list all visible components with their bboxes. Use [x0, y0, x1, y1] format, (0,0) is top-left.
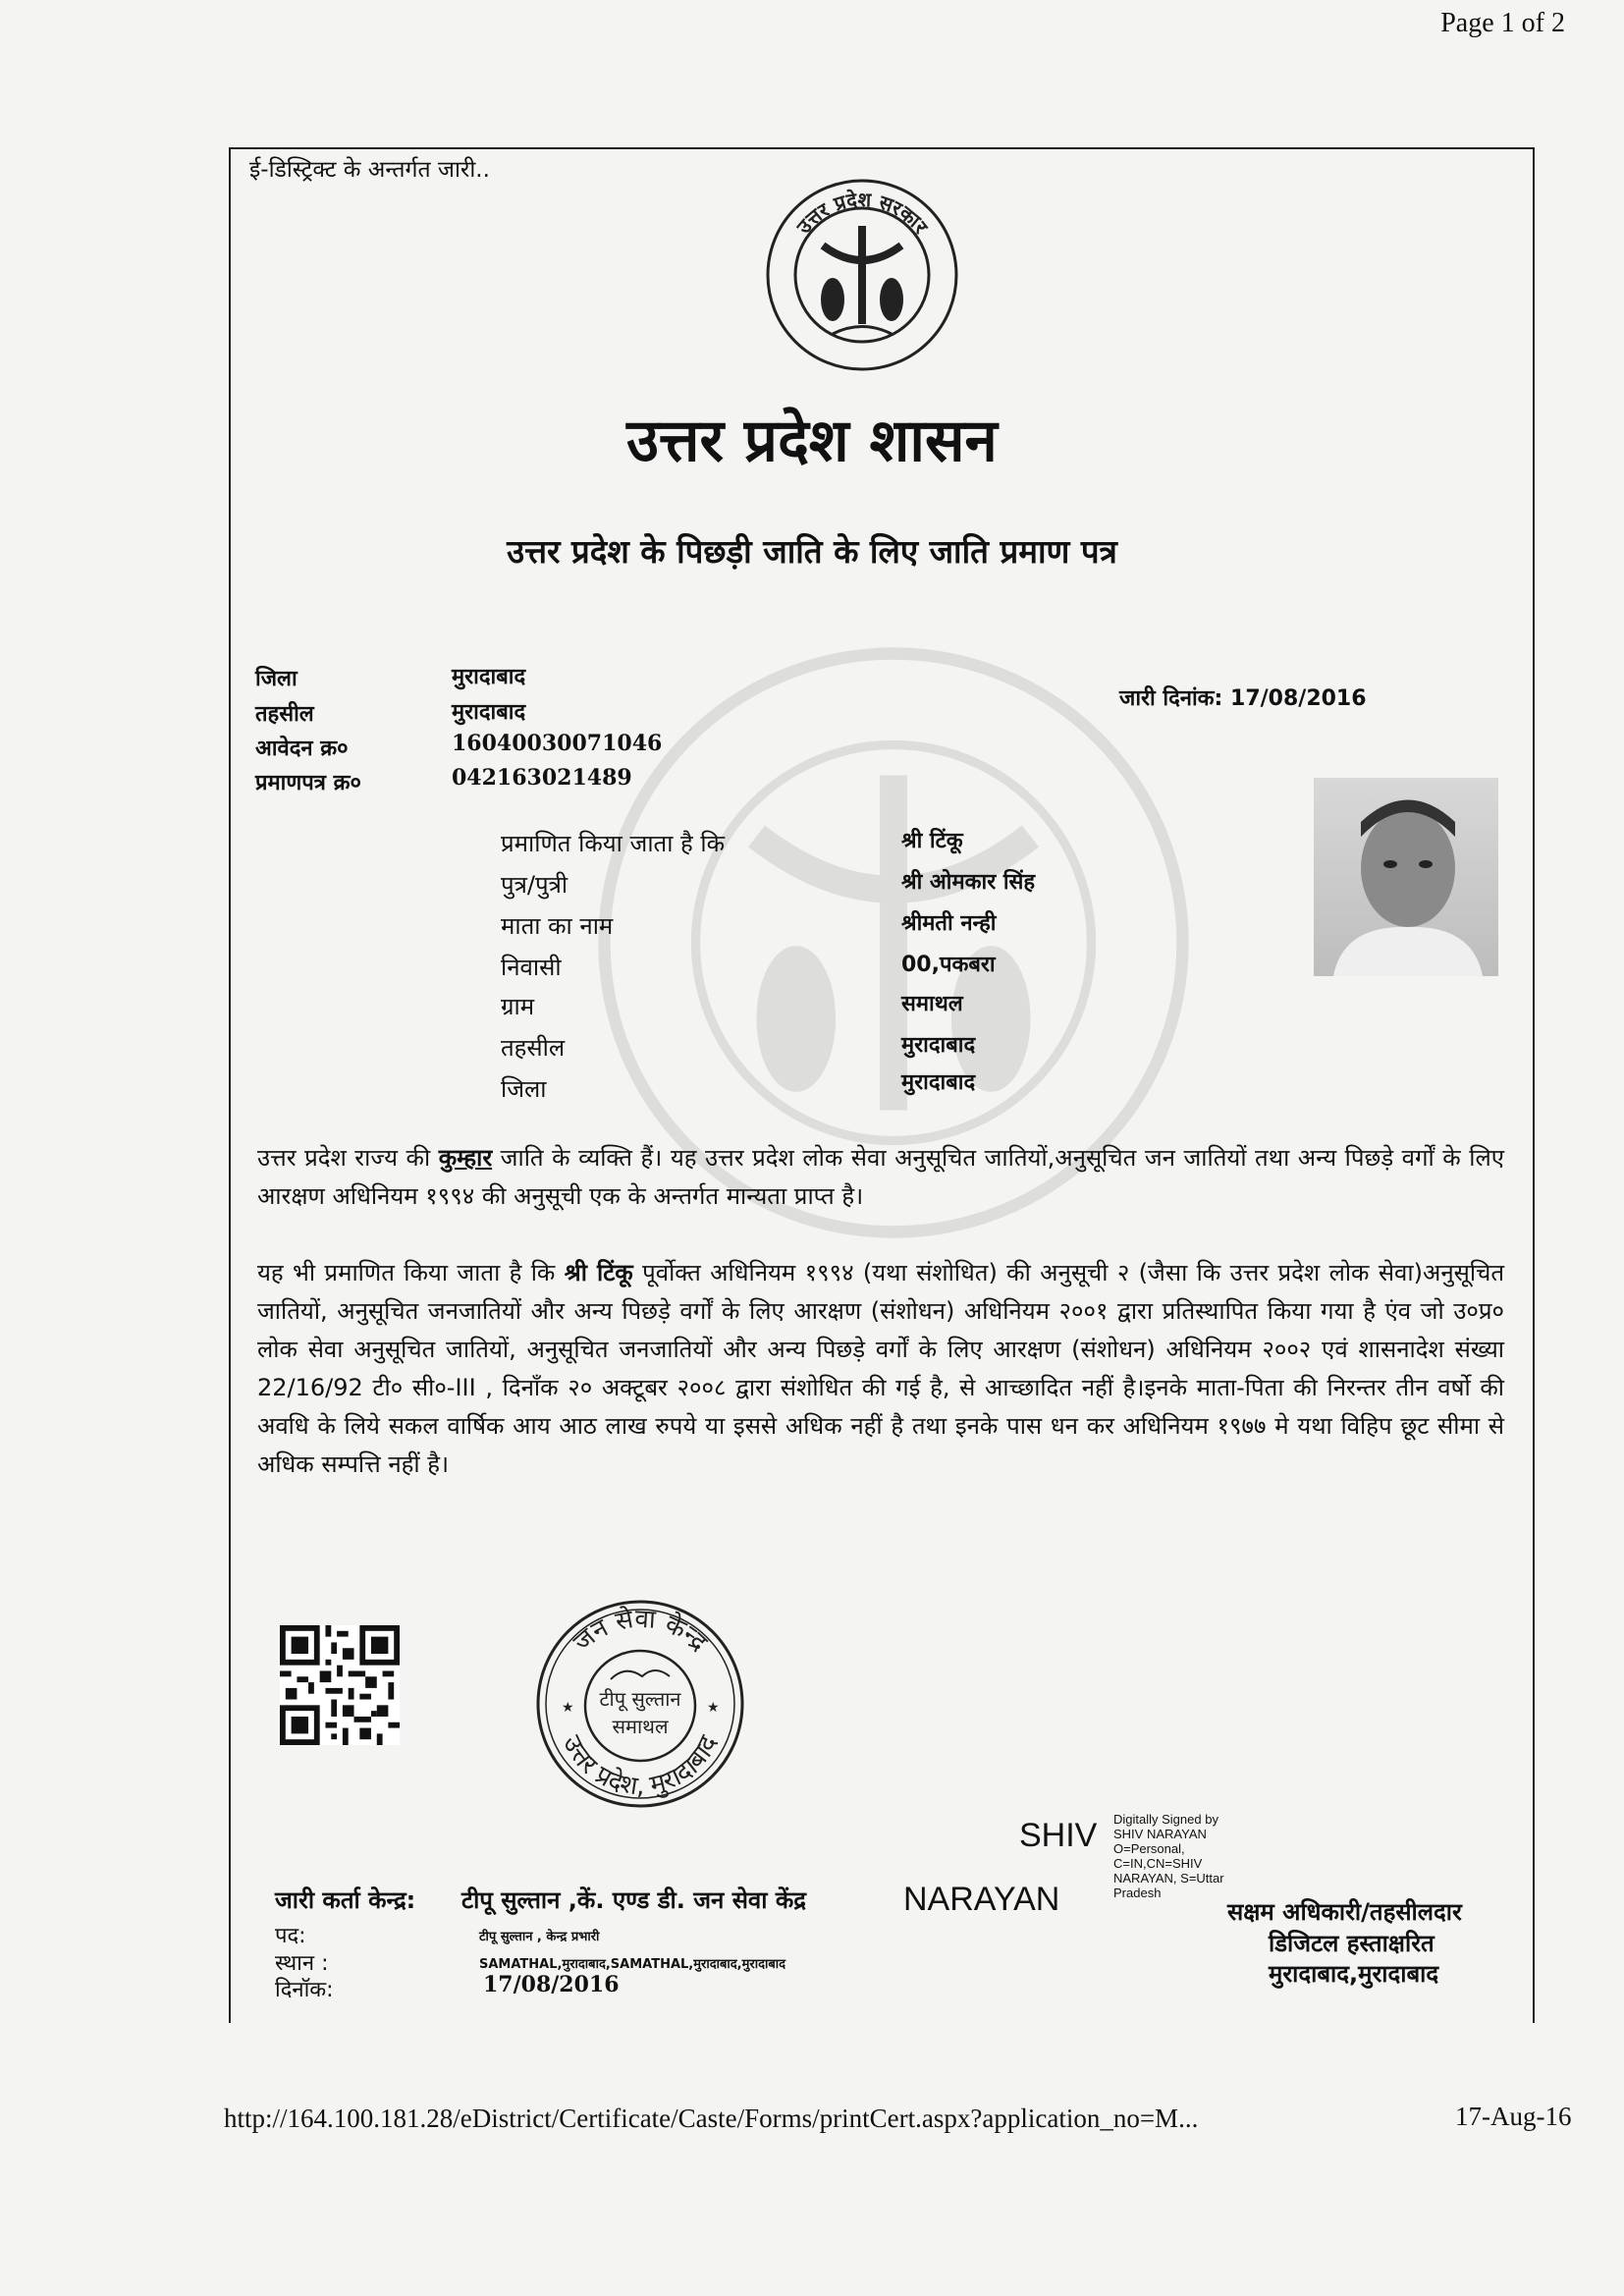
stamp-star-left-icon: ★: [562, 1700, 574, 1716]
caste-name: कुम्हार: [438, 1144, 493, 1172]
svg-text:उत्तर प्रदेश, मुरादाबाद: [557, 1730, 725, 1802]
issuing-kendra-value: टीपू सुल्तान ,कें. एण्ड डी. जन सेवा केंद्र: [461, 1886, 807, 1914]
up-government-emblem: [764, 177, 960, 373]
officer-designation: सक्षम अधिकारी/तहसीलदार: [1227, 1898, 1462, 1926]
detail-tehsil-label: तहसील: [501, 1034, 566, 1062]
stamp-top-text: जन सेवा केन्द्र: [568, 1604, 714, 1658]
applicant-photo: [1314, 778, 1498, 976]
district-value: मुरादाबाद: [452, 664, 526, 689]
application-number-label: आवेदन क्र०: [255, 737, 349, 761]
mother-name: श्रीमती नन्ही: [901, 911, 997, 936]
issuing-kendra-label: जारी कर्ता केन्द्र:: [275, 1886, 416, 1914]
certified-label: प्रमाणित किया जाता है कि: [501, 830, 726, 857]
post-label: पद:: [275, 1924, 306, 1948]
officer-location: मुरादाबाद,मुरादाबाद: [1269, 1960, 1439, 1988]
village-label: ग्राम: [501, 993, 535, 1020]
signer-name-line1: SHIV: [1019, 1817, 1098, 1854]
document-title: उत्तर प्रदेश शासन: [626, 407, 998, 475]
edistrict-note: ई-डिस्ट्रिक्ट के अन्तर्गत जारी..: [249, 157, 490, 183]
stamp-line-2: समाथल: [612, 1715, 669, 1738]
tehsil-value: मुरादाबाद: [452, 699, 526, 725]
post-value: टीपू सुल्तान , केन्द्र प्रभारी: [479, 1930, 600, 1944]
son-daughter-label: पुत्र/पुत्री: [501, 871, 568, 899]
father-name: श्री ओमकार सिंह: [901, 870, 1036, 895]
resident-label: निवासी: [501, 954, 562, 981]
issue-date: जारी दिनांक: 17/08/2016: [1119, 686, 1367, 711]
date-label: दिनॉक:: [275, 1978, 334, 2002]
creamy-layer-paragraph: यह भी प्रमाणित किया जाता है कि श्री टिंकू पूर्वोक्त अधिनियम १९९४ (यथा संशोधित) की अनुसूची २ (जैसा कि उत्तर प्रदेश लोक सेवा)अनुसूचित जातियों, अनुसूचित जनजातियों और अन्य पिछड़े वर्गों के लिए आरक्षण (संशोधन) अधिनियम २००१ द्वारा प्रतिस्थापित किया गया है एंव जो उ०प्र० लोक सेवा अनुसूचित जातियों, अनुसूचित जनजातियों और अन्य पिछड़े वर्गों के लिए आरक्षण (संशोधन) अधिनियम २००२ एवं शासनादेश संख्या 22/16/92 टी० सी०-III , दिनाँक २० अक्टूबर २००८ द्वारा संशोधित की गई है, से आच्छादित नहीं है।इनके माता-पिता की निरन्तर तीन वर्षो की अवधि के लिये सकल वार्षिक आय आठ लाख रुपये या इससे अधिक नहीं है तथा इनके पास धन कर अधिनियम १९७७ मे यथा विहिप छूट सीमा से अधिक सम्पत्ति नहीं है।: [257, 1259, 1504, 1478]
mother-label: माता का नाम: [501, 912, 614, 940]
date-value: 17/08/2016: [483, 1972, 620, 1997]
detail-district-value: मुरादाबाद: [901, 1070, 976, 1095]
signer-name-line2: NARAYAN: [903, 1881, 1060, 1918]
qr-code-icon: [280, 1625, 400, 1745]
resident-value: 00,पकबरा: [901, 953, 996, 977]
application-number-value: 16040030071046: [452, 731, 663, 756]
certificate-number-value: 042163021489: [452, 765, 632, 791]
caste-paragraph: उत्तर प्रदेश राज्य की कुम्हार जाति के व्यक्ति हैं। यह उत्तर प्रदेश लोक सेवा अनुसूचित जातियों,अनुसूचित जन जातियों तथा अन्य पिछड़े वर्गों के लिए आरक्षण अधिनियम १९९४ की अनुसूची एक के अन्तर्गत मान्यता प्राप्त है।: [257, 1144, 1504, 1210]
print-url: http://164.100.181.28/eDistrict/Certificate/Caste/Forms/printCert.aspx?application_no=M...: [224, 2104, 1199, 2133]
detail-district-label: जिला: [501, 1075, 547, 1103]
applicant-name: श्री टिंकू: [564, 1259, 633, 1286]
stamp-star-right-icon: ★: [707, 1700, 720, 1716]
stamp-bottom-text: उत्तर प्रदेश, मुरादाबाद: [556, 1730, 725, 1802]
stamp-scribble: [611, 1670, 670, 1679]
tehsil-label: तहसील: [255, 702, 314, 727]
document-subtitle: उत्तर प्रदेश के पिछड़ी जाति के लिए जाति प्रमाण पत्र: [507, 532, 1117, 571]
certificate-number-label: प्रमाणपत्र क्र०: [255, 771, 361, 795]
print-date: 17-Aug-16: [1455, 2102, 1572, 2131]
detail-tehsil-value: मुरादाबाद: [901, 1033, 976, 1058]
digitally-signed-label: डिजिटल हस्ताक्षरित: [1269, 1930, 1435, 1957]
place-label: स्थान :: [275, 1951, 329, 1976]
page-number: Page 1 of 2: [1440, 8, 1565, 38]
place-value: SAMATHAL,मुरादाबाद,SAMATHAL,मुरादाबाद,मुरादाबाद: [479, 1957, 786, 1972]
digital-signature-details: Digitally Signed by SHIV NARAYAN O=Personal, C=IN,CN=SHIV NARAYAN, S=Uttar Pradesh: [1113, 1812, 1224, 1900]
emblem-text: उत्तर प्रदेश सरकार: [791, 187, 933, 239]
certified-name: श्री टिंकू: [901, 829, 963, 853]
district-label: जिला: [255, 667, 298, 691]
jan-seva-kendra-stamp: [532, 1596, 748, 1812]
stamp-line-1: टीपू सुल्तान: [599, 1687, 681, 1711]
village-value: समाथल: [901, 992, 963, 1016]
